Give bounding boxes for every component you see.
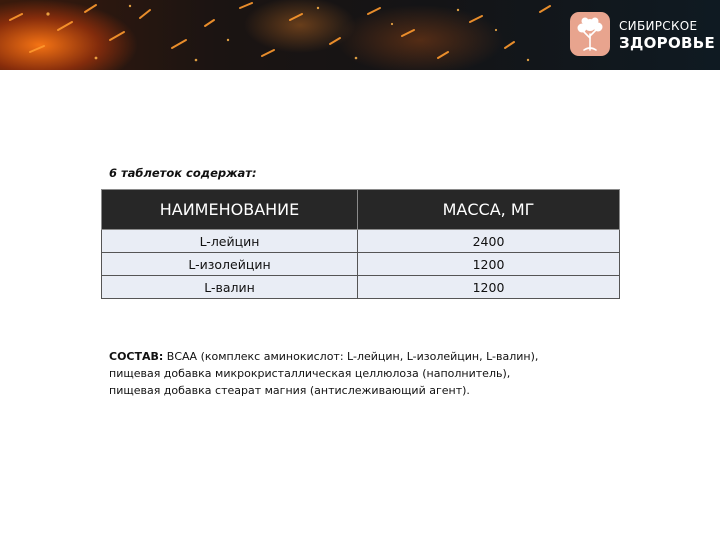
table-row [102,276,620,299]
tree-icon [570,12,610,56]
brand-logo [568,10,718,58]
header-banner [0,0,720,70]
ingredient-name: L-лейцин [102,230,358,253]
table-header-row [102,190,620,230]
brand-name-line1: СИБИРСКОЕ [619,19,698,33]
header-mass: МАССА, МГ [358,190,620,230]
ingredient-mass: 1200 [358,276,620,299]
composition-line: пищевая добавка стеарат магния (антислеживающий агент). [109,384,470,397]
ingredient-name: L-изолейцин [102,253,358,276]
composition-line-text: ВСАА (комплекс аминокислот: L-лейцин, L-изолейцин, L-валин), [166,350,539,363]
table-caption: 6 таблеток содержат: [109,166,257,180]
ingredient-mass: 2400 [358,230,620,253]
table-row [102,253,620,276]
composition-line: пищевая добавка микрокристаллическая целлюлоза (наполнитель), [109,367,511,380]
composition-text [109,348,589,399]
header-name: НАИМЕНОВАНИЕ [102,190,358,230]
ingredient-name: L-валин [102,276,358,299]
ingredient-mass: 1200 [358,253,620,276]
composition-line [109,348,589,365]
table-row [102,230,620,253]
brand-name-line2: ЗДОРОВЬЕ [619,34,716,52]
ingredients-table [101,189,620,299]
composition-label: СОСТАВ: [109,350,164,363]
